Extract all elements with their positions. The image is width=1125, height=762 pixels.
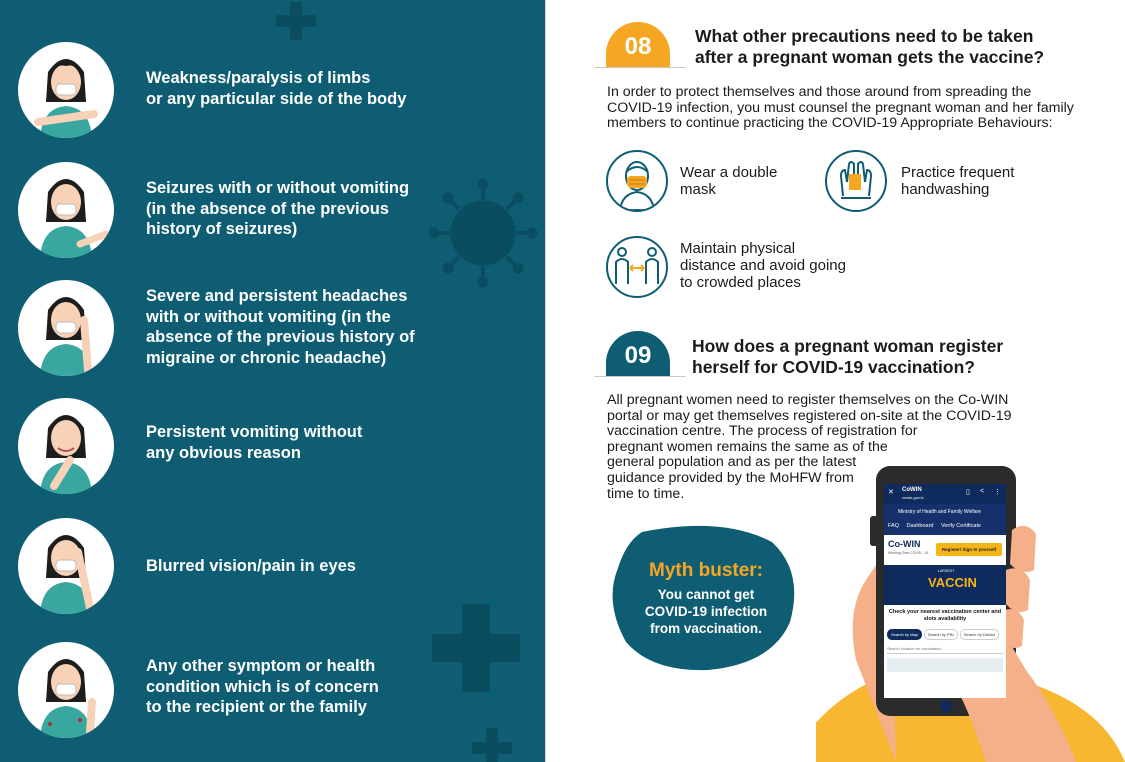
plus-decoration-icon <box>276 2 316 40</box>
woman-blurred-vision-icon <box>18 518 114 614</box>
question-title: What other precautions need to be taken after a pregnant woman gets the vaccine? <box>695 26 1045 67</box>
map-preview <box>887 658 1003 672</box>
symptom-item <box>18 642 538 738</box>
banner-text: VACCIN <box>928 575 977 590</box>
question-body: In order to protect themselves and those around from spreading the COVID-19 infection, you must counsel the pregnant woman and her family members to continue practicing the COVID-19 Appropriate Behaviours: <box>607 84 1074 132</box>
symptom-item <box>18 518 538 614</box>
location-search-input[interactable]: Search location for vaccination <box>887 646 1003 654</box>
site-nav <box>884 520 1006 535</box>
woman-seizure-icon <box>18 162 114 258</box>
woman-vomiting-icon <box>18 398 114 494</box>
woman-headache-icon <box>18 280 114 376</box>
precaution-label: Practice frequent handwashing <box>901 164 1015 198</box>
cowin-logo-row <box>884 535 1006 565</box>
symptom-text: Persistent vomiting without any obvious reason <box>146 423 363 462</box>
double-mask-icon <box>606 150 668 212</box>
tab-search-by-district[interactable]: Search by District <box>960 629 999 640</box>
question-title: How does a pregnant woman register herself for COVID-19 vaccination? <box>692 336 1004 377</box>
banner-label: LARGEST <box>938 569 955 573</box>
nav-faq[interactable]: FAQ <box>888 523 900 529</box>
symptom-item <box>18 280 538 376</box>
symptom-text: Blurred vision/pain in eyes <box>146 557 356 575</box>
page-divider <box>545 0 546 762</box>
handwashing-icon <box>825 150 887 212</box>
register-button[interactable]: Register/ Sign In yourself <box>936 543 1002 556</box>
badge-underline <box>594 67 686 68</box>
browser-bar <box>884 484 1006 504</box>
myth-buster-callout <box>612 522 800 672</box>
nav-verify-certificate[interactable]: Verify Certificate <box>941 523 982 529</box>
vaccine-banner <box>884 565 1006 605</box>
tab-url: cowin.gov.in <box>902 495 924 500</box>
cowin-logo: Co-WIN <box>888 539 921 549</box>
myth-text: You cannot get COVID-19 infection from vaccination. <box>644 587 768 636</box>
cowin-tagline: Winning Over COVID - 19 <box>888 551 929 555</box>
symptom-item <box>18 42 538 138</box>
symptoms-panel <box>0 0 545 762</box>
precaution-label: Maintain physical distance and avoid going to crowded places <box>680 240 846 291</box>
symptom-item <box>18 398 538 494</box>
close-icon[interactable]: ✕ <box>888 489 894 496</box>
symptom-text: Severe and persistent headaches with or without vomiting (in the absence of the previous history of migraine or chronic headache) <box>146 287 415 367</box>
more-icon[interactable]: ⋮ <box>994 489 1001 496</box>
find-center-text: Check your nearest vaccination center and slots availability <box>888 609 1002 622</box>
precaution-label: Wear a double mask <box>680 164 778 198</box>
physical-distance-icon <box>606 236 668 298</box>
nav-dashboard[interactable]: Dashboard <box>906 523 934 529</box>
question-number-badge: 09 <box>606 331 670 377</box>
tab-search-by-pin[interactable]: Search by PIN <box>924 629 958 640</box>
bookmark-icon[interactable]: ▯ <box>966 489 970 496</box>
badge-underline <box>594 376 686 377</box>
share-icon[interactable]: < <box>980 488 985 495</box>
symptom-text: Any other symptom or health condition which is of concern to the recipient or the family <box>146 657 379 716</box>
symptom-text: Seizures with or without vomiting (in the absence of the previous history of seizures) <box>146 179 410 238</box>
ministry-header: Ministry of Health and Family Welfare <box>884 504 1006 520</box>
question-number-badge: 08 <box>606 22 670 68</box>
phone-screen <box>884 484 1006 698</box>
tab-search-by-map[interactable]: Search by Map <box>887 629 922 640</box>
symptom-item <box>18 162 538 258</box>
woman-other-symptom-icon <box>18 642 114 738</box>
tab-title: CoWIN <box>902 487 922 493</box>
myth-title: Myth buster: <box>649 560 763 581</box>
search-tabs <box>884 627 1006 642</box>
question-body: All pregnant women need to register themselves on the Co-WIN portal or may get themselves registered on-site at the COVID-19 vaccination centre. The process of registration for pregnant women remains the same as of the general population and as per the latest guidance provided by the MoHFW from time to time. <box>607 392 1012 502</box>
symptom-text: Weakness/paralysis of limbs or any particular side of the body <box>146 69 407 108</box>
woman-weak-limbs-icon <box>18 42 114 138</box>
